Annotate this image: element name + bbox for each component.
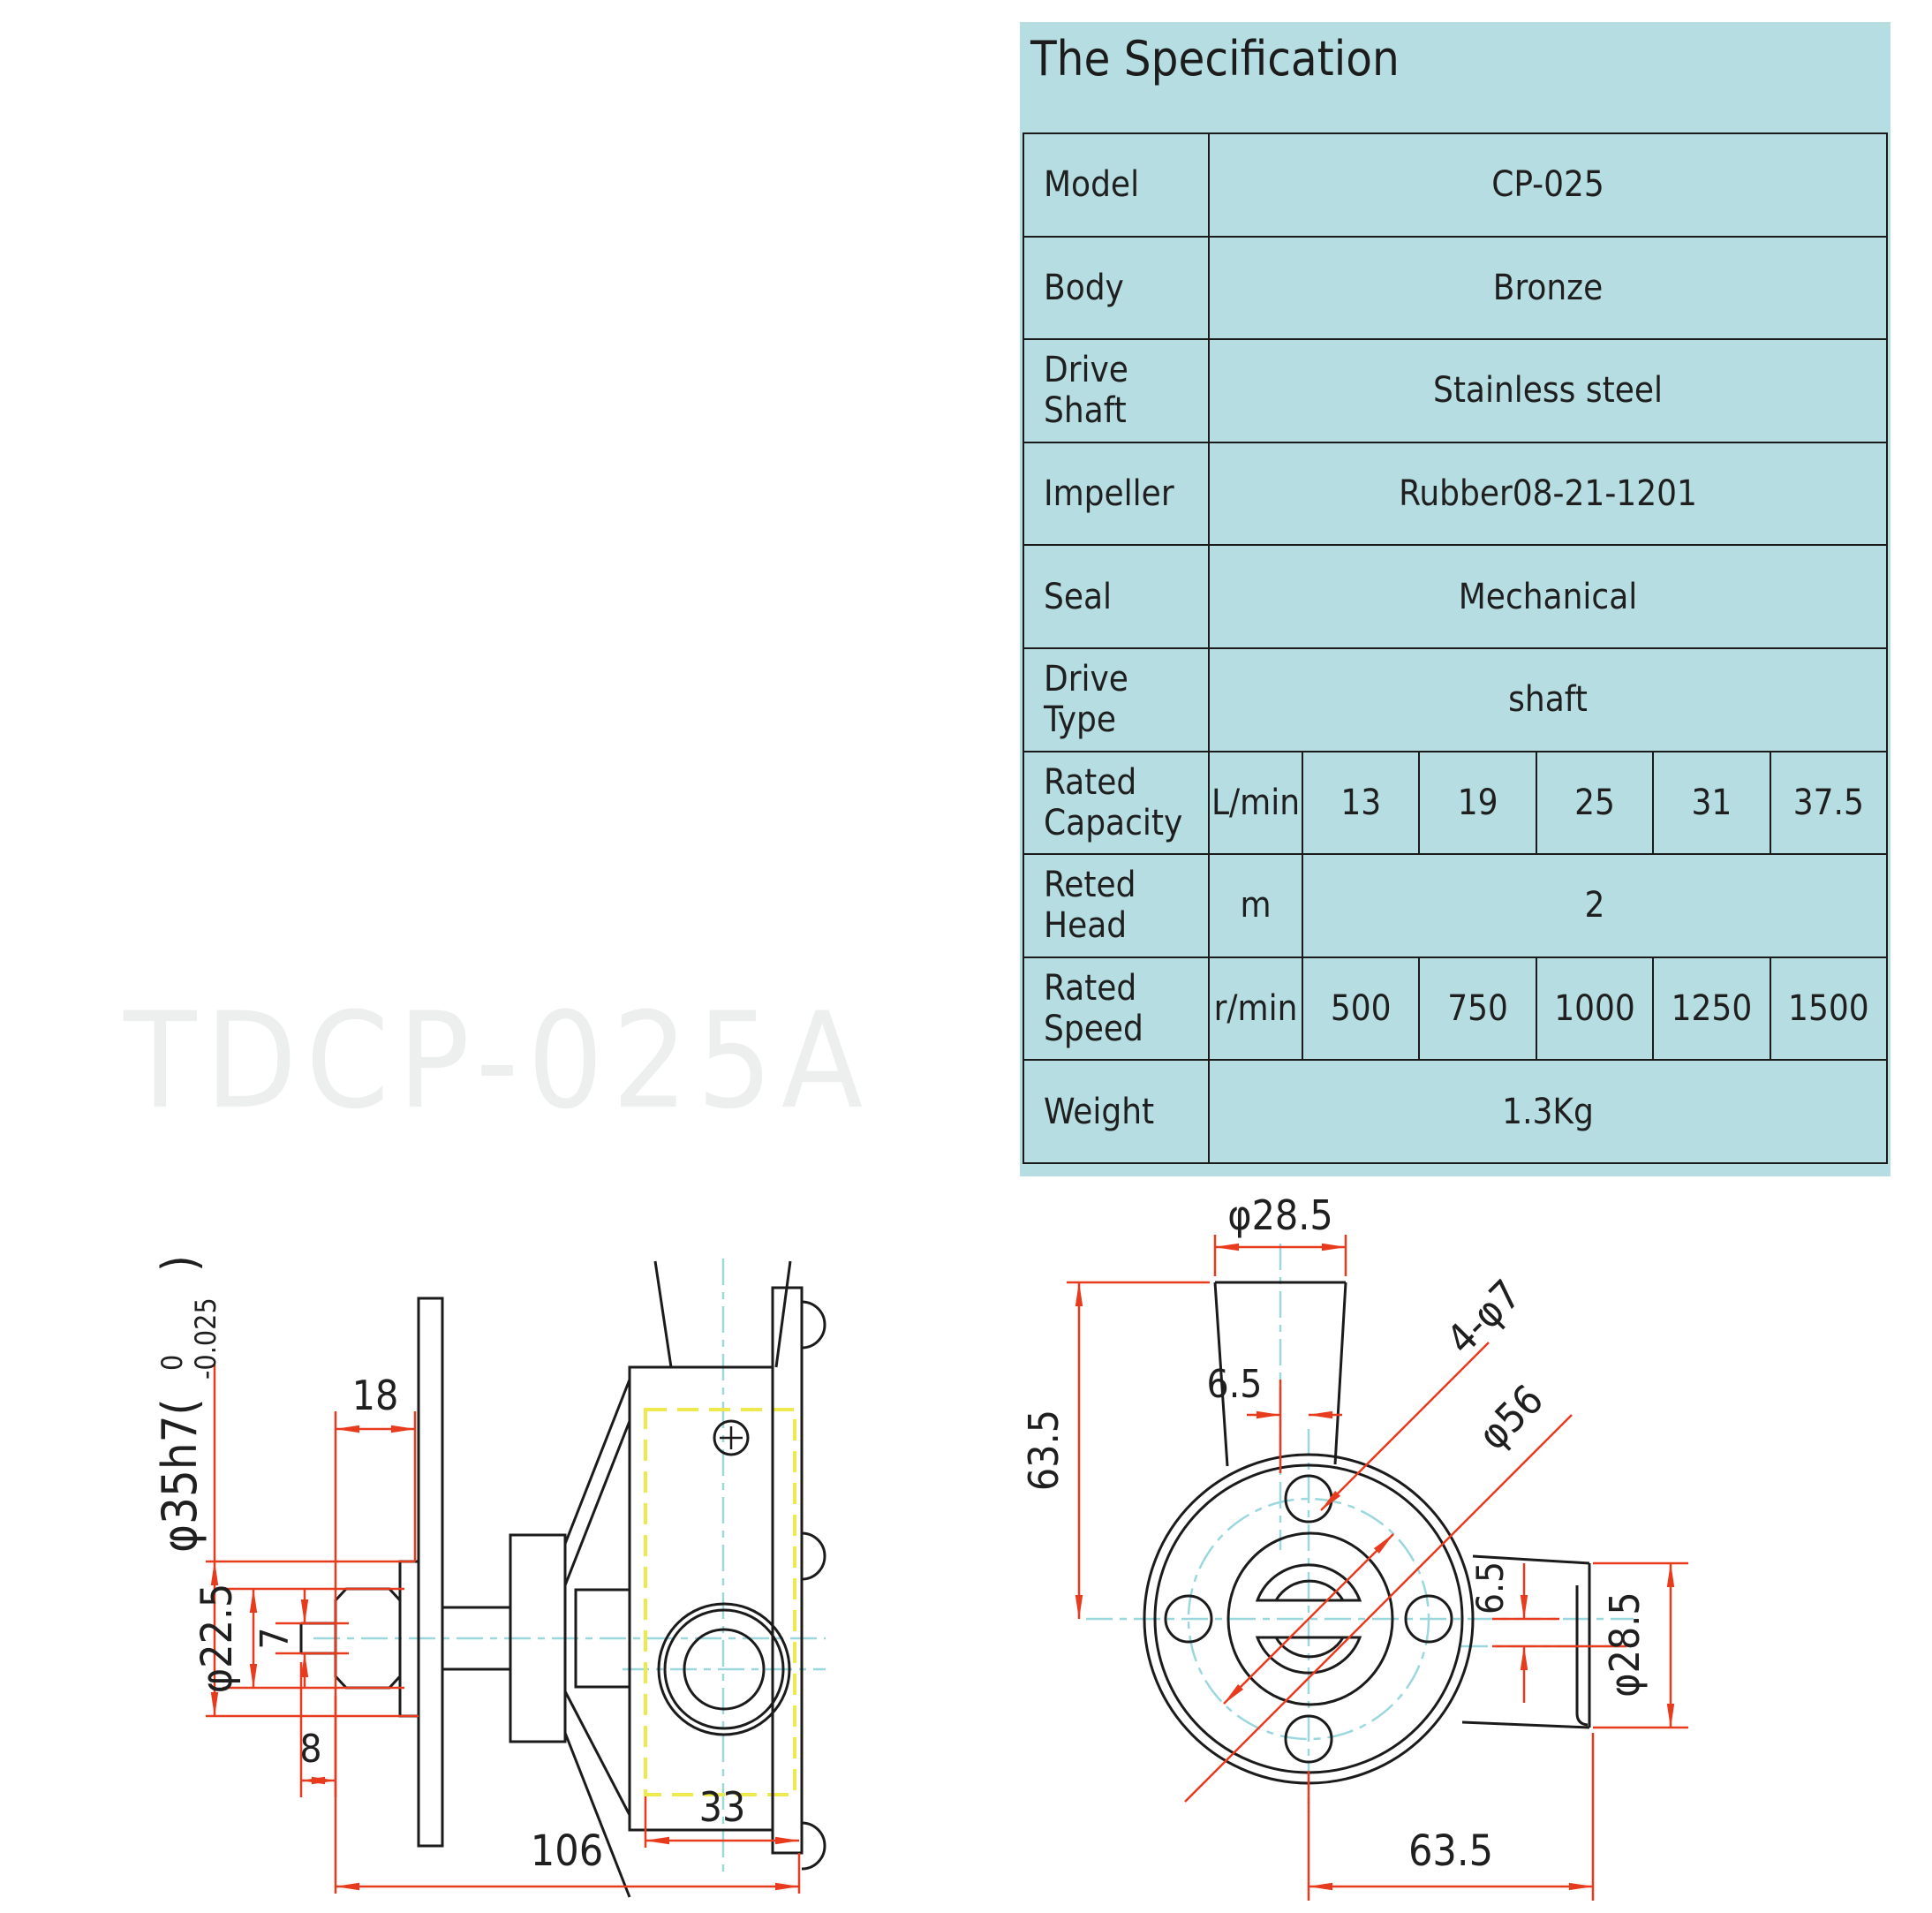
table-row-model [1024, 134, 1886, 238]
row-value: Stainless steel [1432, 370, 1664, 412]
side-outline [301, 1261, 825, 1897]
table-row-rated-head [1024, 855, 1886, 958]
dim-18: 18 [351, 1372, 399, 1419]
table-row-impeller [1024, 443, 1886, 547]
dim-outlet: φ28.5 [1601, 1592, 1649, 1698]
capacity-value: 19 [1420, 752, 1536, 854]
technical-drawings [0, 1191, 1932, 1913]
spec-table [1023, 132, 1888, 1164]
row-value: Bronze [1492, 267, 1604, 308]
capacity-value: 37.5 [1792, 782, 1864, 823]
row-value: Rubber08-21-1201 [1399, 473, 1697, 515]
table-row-rated-speed [1024, 958, 1886, 1062]
table-row-drive-type [1024, 649, 1886, 752]
capacity-value: 13 [1303, 752, 1420, 854]
table-row-body [1024, 238, 1886, 341]
dim-width: 63.5 [1407, 1826, 1494, 1876]
table-row-rated-capacity [1024, 752, 1886, 856]
table-row-drive-shaft [1024, 340, 1886, 443]
speed-value: 500 [1303, 958, 1420, 1060]
dim-height: 63.5 [1020, 1409, 1068, 1492]
watermark-text: TDCP-025A [124, 985, 872, 1138]
row-value: 2 [1584, 885, 1605, 926]
dim-106: 106 [530, 1826, 604, 1876]
dim-shaft-main: φ35h7( [152, 1398, 208, 1553]
table-row-seal [1024, 546, 1886, 649]
row-unit: r/min [1210, 958, 1303, 1060]
row-label: Reted Head [1024, 855, 1210, 956]
front-view [1020, 1191, 1688, 1901]
dim-bolt-circle: φ56 [1468, 1375, 1553, 1460]
row-label: Rated Capacity [1024, 752, 1210, 854]
row-label: Rated Speed [1024, 958, 1210, 1060]
table-row-weight [1024, 1061, 1886, 1162]
capacity-value: 25 [1537, 752, 1654, 854]
speed-value: 1000 [1537, 958, 1654, 1060]
row-label: Drive Type [1024, 649, 1210, 751]
speed-value: 750 [1420, 958, 1536, 1060]
dim-33: 33 [698, 1783, 746, 1831]
speed-value: 1250 [1654, 958, 1770, 1060]
dim-tol-high: 0 [155, 1354, 189, 1371]
dim-offset-top: 6.5 [1206, 1362, 1263, 1407]
capacity-value: 31 [1654, 752, 1770, 854]
dim-tol-low: -0.025 [189, 1297, 223, 1380]
row-unit: m [1210, 855, 1303, 956]
dim-paren-close: ) [152, 1255, 208, 1272]
spec-panel [1020, 22, 1890, 1176]
row-value: Mechanical [1458, 576, 1638, 617]
row-value: 1.3Kg [1502, 1091, 1594, 1132]
dim-8: 8 [299, 1727, 322, 1772]
spec-title: The Specification [1030, 31, 1400, 87]
side-view [152, 1255, 826, 1897]
row-value: CP-025 [1491, 164, 1604, 206]
row-label: Seal [1024, 546, 1210, 647]
row-label: Drive Shaft [1024, 340, 1210, 442]
front-outline [1144, 1282, 1589, 1783]
dim-inlet: φ28.5 [1227, 1191, 1333, 1239]
row-label: Body [1024, 238, 1210, 339]
dim-nut: φ22.5 [192, 1583, 242, 1694]
row-label: Impeller [1024, 443, 1210, 545]
side-centerlines [313, 1259, 826, 1872]
row-unit: L/min [1210, 752, 1303, 854]
row-label: Model [1024, 134, 1210, 236]
dim-shaft-tolerance [152, 1255, 223, 1553]
dim-offset-right: 6.5 [1468, 1561, 1512, 1615]
row-value: shaft [1508, 679, 1588, 721]
row-label: Weight [1024, 1061, 1210, 1162]
speed-value: 1500 [1788, 988, 1869, 1030]
dim-holes: 4-φ7 [1437, 1270, 1530, 1364]
dim-key: 7 [253, 1627, 298, 1650]
